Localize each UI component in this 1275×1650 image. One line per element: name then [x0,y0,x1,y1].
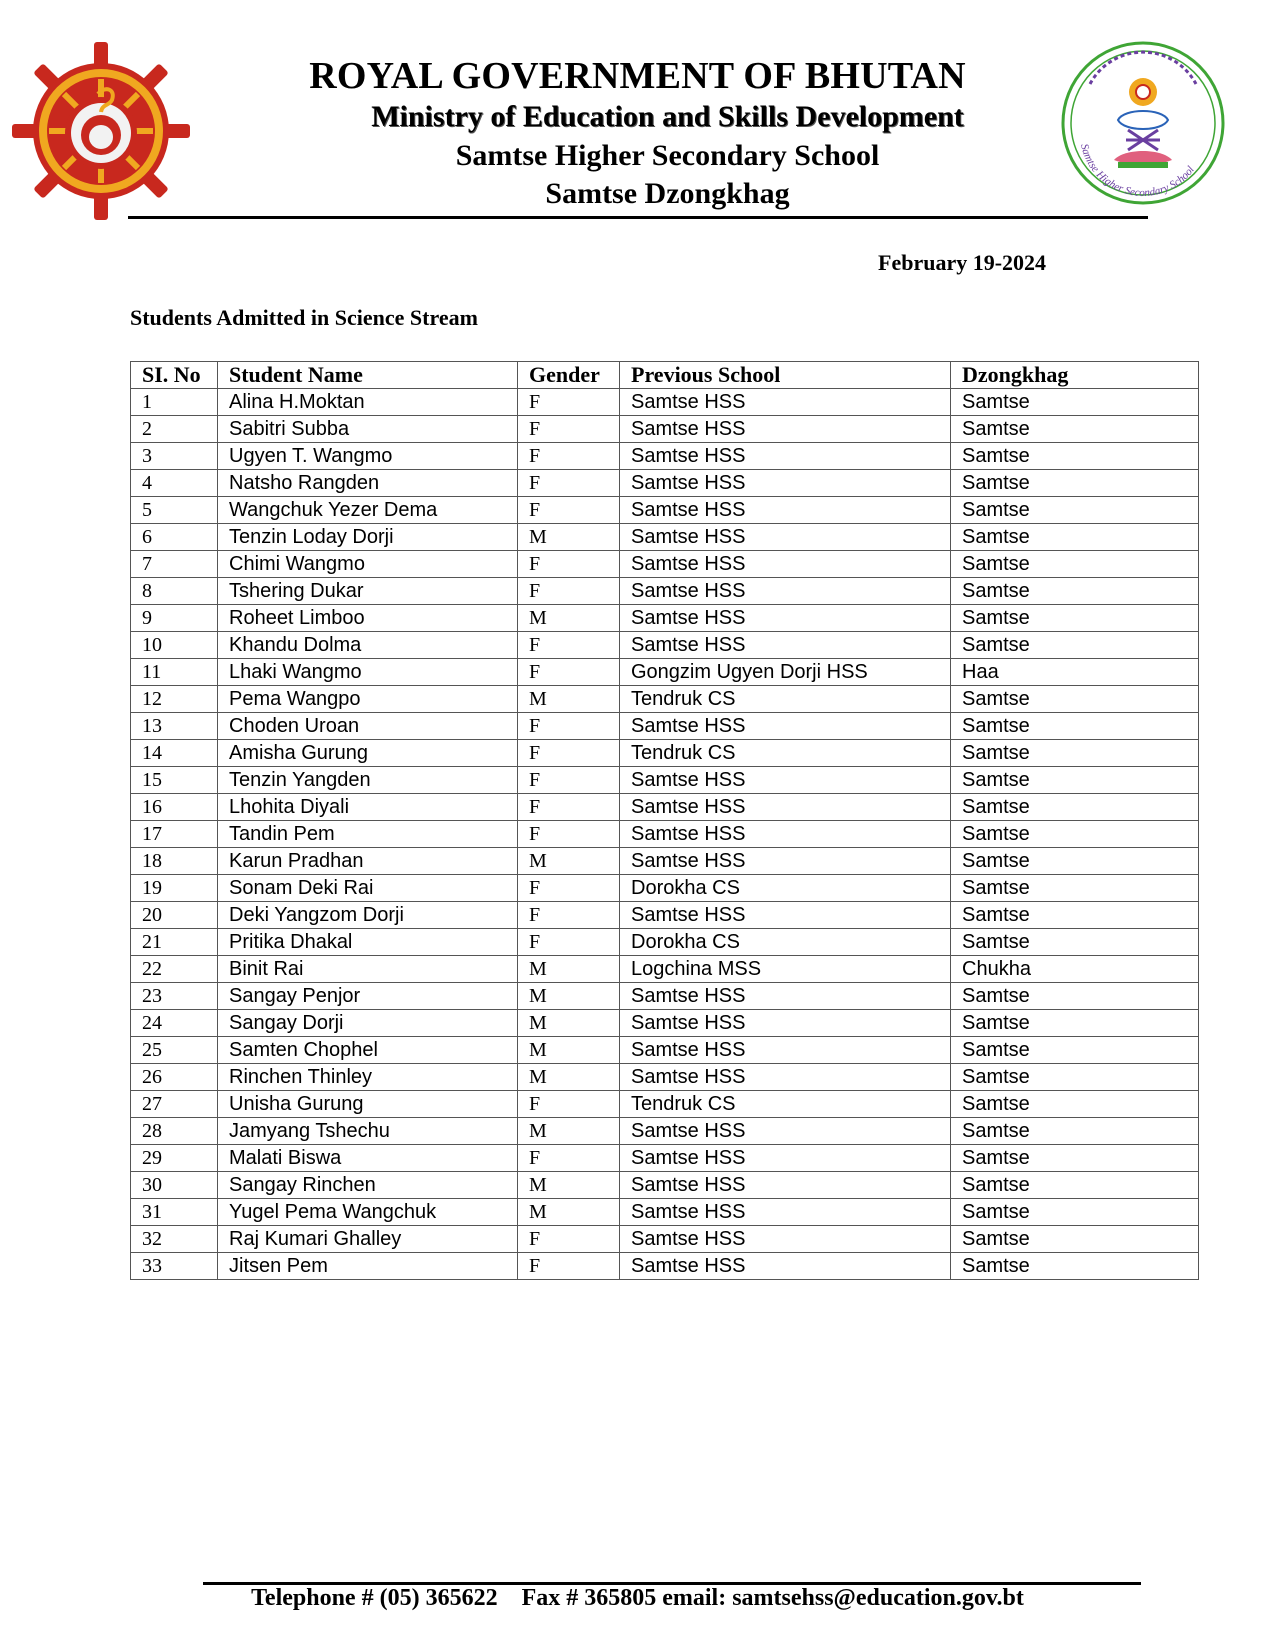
sl-no-cell: 1 [131,389,218,416]
dzongkhag-cell: Samtse [951,983,1199,1010]
dzongkhag-cell: Samtse [951,389,1199,416]
gender-cell: F [518,713,620,740]
dzongkhag-cell: Samtse [951,713,1199,740]
table-row [131,659,1199,686]
sl-no-cell: 20 [131,902,218,929]
column-header-gender: Gender [518,362,620,389]
sl-no-cell: 27 [131,1091,218,1118]
dzongkhag-cell: Samtse [951,1091,1199,1118]
table-row [131,740,1199,767]
column-header-dzongkhag: Dzongkhag [951,362,1199,389]
dzongkhag-cell: Samtse [951,1226,1199,1253]
previous-school-cell: Samtse HSS [620,902,951,929]
sl-no-cell: 5 [131,497,218,524]
student-name-cell: Malati Biswa [218,1145,518,1172]
sl-no-cell: 11 [131,659,218,686]
gender-cell: F [518,389,620,416]
seal-text: Samtse Higher Secondary School [1078,142,1197,200]
previous-school-cell: Samtse HSS [620,443,951,470]
table-row [131,983,1199,1010]
previous-school-cell: Samtse HSS [620,821,951,848]
table-row [131,1091,1199,1118]
table-row [131,767,1199,794]
gender-cell: F [518,497,620,524]
student-name-cell: Samten Chophel [218,1037,518,1064]
table-row [131,956,1199,983]
gender-cell: M [518,1199,620,1226]
gender-cell: F [518,794,620,821]
dzongkhag-cell: Samtse [951,875,1199,902]
table-row [131,794,1199,821]
student-name-cell: Karun Pradhan [218,848,518,875]
gender-cell: F [518,578,620,605]
dzongkhag-cell: Samtse [951,551,1199,578]
previous-school-cell: Samtse HSS [620,1064,951,1091]
document-subtitle: Students Admitted in Science Stream [130,305,478,330]
sl-no-cell: 24 [131,1010,218,1037]
previous-school-cell: Samtse HSS [620,1253,951,1280]
sl-no-cell: 28 [131,1118,218,1145]
table-row [131,1172,1199,1199]
dzongkhag-cell: Samtse [951,497,1199,524]
table-row [131,1145,1199,1172]
previous-school-cell: Samtse HSS [620,1037,951,1064]
student-name-cell: Wangchuk Yezer Dema [218,497,518,524]
dzongkhag-cell: Samtse [951,1199,1199,1226]
gender-cell: F [518,1253,620,1280]
table-row [131,821,1199,848]
dzongkhag-cell: Samtse [951,767,1199,794]
sl-no-cell: 3 [131,443,218,470]
dzongkhag-cell: Samtse [951,443,1199,470]
gender-cell: M [518,605,620,632]
dzongkhag-cell: Samtse [951,1064,1199,1091]
dzongkhag-cell: Samtse [951,848,1199,875]
previous-school-cell: Samtse HSS [620,1145,951,1172]
dzongkhag-cell: Samtse [951,1118,1199,1145]
gender-cell: F [518,443,620,470]
previous-school-cell: Tendruk CS [620,686,951,713]
table-row [131,578,1199,605]
sl-no-cell: 22 [131,956,218,983]
previous-school-cell: Samtse HSS [620,470,951,497]
table-row [131,686,1199,713]
previous-school-cell: Samtse HSS [620,605,951,632]
gender-cell: F [518,632,620,659]
document-date: February 19-2024 [878,250,1047,275]
dzongkhag-cell: Samtse [951,929,1199,956]
dzongkhag-cell: Samtse [951,1037,1199,1064]
sl-no-cell: 12 [131,686,218,713]
table-row [131,605,1199,632]
table-row [131,929,1199,956]
gender-cell: F [518,740,620,767]
student-name-cell: Jitsen Pem [218,1253,518,1280]
sl-no-cell: 9 [131,605,218,632]
previous-school-cell: Tendruk CS [620,740,951,767]
student-name-cell: Lhaki Wangmo [218,659,518,686]
student-name-cell: Rinchen Thinley [218,1064,518,1091]
student-name-cell: Deki Yangzom Dorji [218,902,518,929]
student-name-cell: Pritika Dhakal [218,929,518,956]
previous-school-cell: Dorokha CS [620,929,951,956]
gender-cell: F [518,416,620,443]
gender-cell: M [518,1010,620,1037]
sl-no-cell: 16 [131,794,218,821]
student-name-cell: Natsho Rangden [218,470,518,497]
dzongkhag-cell: Samtse [951,1253,1199,1280]
sl-no-cell: 7 [131,551,218,578]
table-header-row [131,362,1199,389]
student-name-cell: Jamyang Tshechu [218,1118,518,1145]
gender-cell: M [518,983,620,1010]
dzongkhag-cell: Chukha [951,956,1199,983]
table-row [131,1064,1199,1091]
gender-cell: M [518,1064,620,1091]
previous-school-cell: Samtse HSS [620,848,951,875]
school-name: Samtse Higher Secondary School [455,139,880,172]
student-name-cell: Alina H.Moktan [218,389,518,416]
gender-cell: M [518,1118,620,1145]
table-row [131,713,1199,740]
dzongkhag-cell: Samtse [951,632,1199,659]
student-name-cell: Sabitri Subba [218,416,518,443]
student-name-cell: Sangay Rinchen [218,1172,518,1199]
footer-contact: Telephone # (05) 365622 Fax # 365805 email: samtsehss@education.gov.bt [251,1585,1024,1611]
student-name-cell: Unisha Gurung [218,1091,518,1118]
header-divider [128,216,1148,219]
dzongkhag-cell: Samtse [951,1172,1199,1199]
table-row [131,416,1199,443]
sl-no-cell: 29 [131,1145,218,1172]
sl-no-cell: 13 [131,713,218,740]
student-name-cell: Sangay Dorji [218,1010,518,1037]
sl-no-cell: 15 [131,767,218,794]
student-name-cell: Khandu Dolma [218,632,518,659]
sl-no-cell: 23 [131,983,218,1010]
table-row [131,1118,1199,1145]
dzongkhag-cell: Haa [951,659,1199,686]
sl-no-cell: 30 [131,1172,218,1199]
table-row [131,1253,1199,1280]
gender-cell: F [518,1091,620,1118]
dzongkhag-cell: Samtse [951,1010,1199,1037]
previous-school-cell: Samtse HSS [620,389,951,416]
dzongkhag-cell: Samtse [951,740,1199,767]
dzongkhag-cell: Samtse [951,794,1199,821]
previous-school-cell: Samtse HSS [620,1226,951,1253]
dzongkhag-cell: Samtse [951,578,1199,605]
previous-school-cell: Samtse HSS [620,1172,951,1199]
gender-cell: F [518,1226,620,1253]
dzongkhag-cell: Samtse [951,605,1199,632]
student-name-cell: Tenzin Loday Dorji [218,524,518,551]
gender-cell: F [518,1145,620,1172]
table-row [131,875,1199,902]
sl-no-cell: 8 [131,578,218,605]
previous-school-cell: Samtse HSS [620,1118,951,1145]
table-row [131,524,1199,551]
table-row [131,443,1199,470]
dzongkhag-cell: Samtse [951,902,1199,929]
student-name-cell: Raj Kumari Ghalley [218,1226,518,1253]
previous-school-cell: Logchina MSS [620,956,951,983]
ministry-name: Ministry of Education and Skills Development [371,100,964,133]
sl-no-cell: 18 [131,848,218,875]
previous-school-cell: Samtse HSS [620,578,951,605]
gender-cell: F [518,875,620,902]
student-name-cell: Lhohita Diyali [218,794,518,821]
gender-cell: F [518,767,620,794]
sl-no-cell: 25 [131,1037,218,1064]
student-name-cell: Sangay Penjor [218,983,518,1010]
previous-school-cell: Samtse HSS [620,551,951,578]
table-row [131,470,1199,497]
gender-cell: M [518,524,620,551]
gender-cell: F [518,929,620,956]
previous-school-cell: Samtse HSS [620,983,951,1010]
previous-school-cell: Gongzim Ugyen Dorji HSS [620,659,951,686]
dzongkhag-cell: Samtse [951,686,1199,713]
students-table [130,361,1199,1280]
sl-no-cell: 31 [131,1199,218,1226]
dzongkhag-name: Samtse Dzongkhag [545,177,790,210]
gender-cell: M [518,956,620,983]
gender-cell: M [518,1172,620,1199]
gender-cell: M [518,848,620,875]
previous-school-cell: Samtse HSS [620,524,951,551]
previous-school-cell: Samtse HSS [620,1010,951,1037]
table-row [131,497,1199,524]
sl-no-cell: 17 [131,821,218,848]
gender-cell: F [518,821,620,848]
sl-no-cell: 4 [131,470,218,497]
gender-cell: F [518,551,620,578]
student-name-cell: Tenzin Yangden [218,767,518,794]
column-header-sl-no: SI. No [131,362,218,389]
table-row [131,1226,1199,1253]
student-name-cell: Yugel Pema Wangchuk [218,1199,518,1226]
sl-no-cell: 21 [131,929,218,956]
gender-cell: F [518,902,620,929]
previous-school-cell: Dorokha CS [620,875,951,902]
previous-school-cell: Samtse HSS [620,632,951,659]
sl-no-cell: 14 [131,740,218,767]
gender-cell: F [518,659,620,686]
student-name-cell: Chimi Wangmo [218,551,518,578]
student-name-cell: Roheet Limboo [218,605,518,632]
gender-cell: F [518,470,620,497]
sl-no-cell: 26 [131,1064,218,1091]
sl-no-cell: 33 [131,1253,218,1280]
sl-no-cell: 10 [131,632,218,659]
previous-school-cell: Samtse HSS [620,794,951,821]
gender-cell: M [518,686,620,713]
column-header-student-name: Student Name [218,362,518,389]
table-row [131,1010,1199,1037]
sl-no-cell: 6 [131,524,218,551]
previous-school-cell: Samtse HSS [620,767,951,794]
student-name-cell: Ugyen T. Wangmo [218,443,518,470]
dzongkhag-cell: Samtse [951,416,1199,443]
table-body [131,389,1199,1280]
previous-school-cell: Samtse HSS [620,416,951,443]
student-name-cell: Amisha Gurung [218,740,518,767]
dzongkhag-cell: Samtse [951,821,1199,848]
student-name-cell: Choden Uroan [218,713,518,740]
dzongkhag-cell: Samtse [951,1145,1199,1172]
gender-cell: M [518,1037,620,1064]
student-name-cell: Tshering Dukar [218,578,518,605]
government-title: ROYAL GOVERNMENT OF BHUTAN [309,55,966,97]
sl-no-cell: 32 [131,1226,218,1253]
previous-school-cell: Samtse HSS [620,497,951,524]
sl-no-cell: 19 [131,875,218,902]
table-row [131,1199,1199,1226]
student-name-cell: Pema Wangpo [218,686,518,713]
table-row [131,902,1199,929]
table-row [131,1037,1199,1064]
dzongkhag-cell: Samtse [951,470,1199,497]
table-row [131,551,1199,578]
table-row [131,389,1199,416]
table-row [131,632,1199,659]
table-row [131,848,1199,875]
student-name-cell: Sonam Deki Rai [218,875,518,902]
dzongkhag-cell: Samtse [951,524,1199,551]
previous-school-cell: Tendruk CS [620,1091,951,1118]
student-name-cell: Tandin Pem [218,821,518,848]
student-name-cell: Binit Rai [218,956,518,983]
previous-school-cell: Samtse HSS [620,1199,951,1226]
column-header-previous-school: Previous School [620,362,951,389]
previous-school-cell: Samtse HSS [620,713,951,740]
sl-no-cell: 2 [131,416,218,443]
